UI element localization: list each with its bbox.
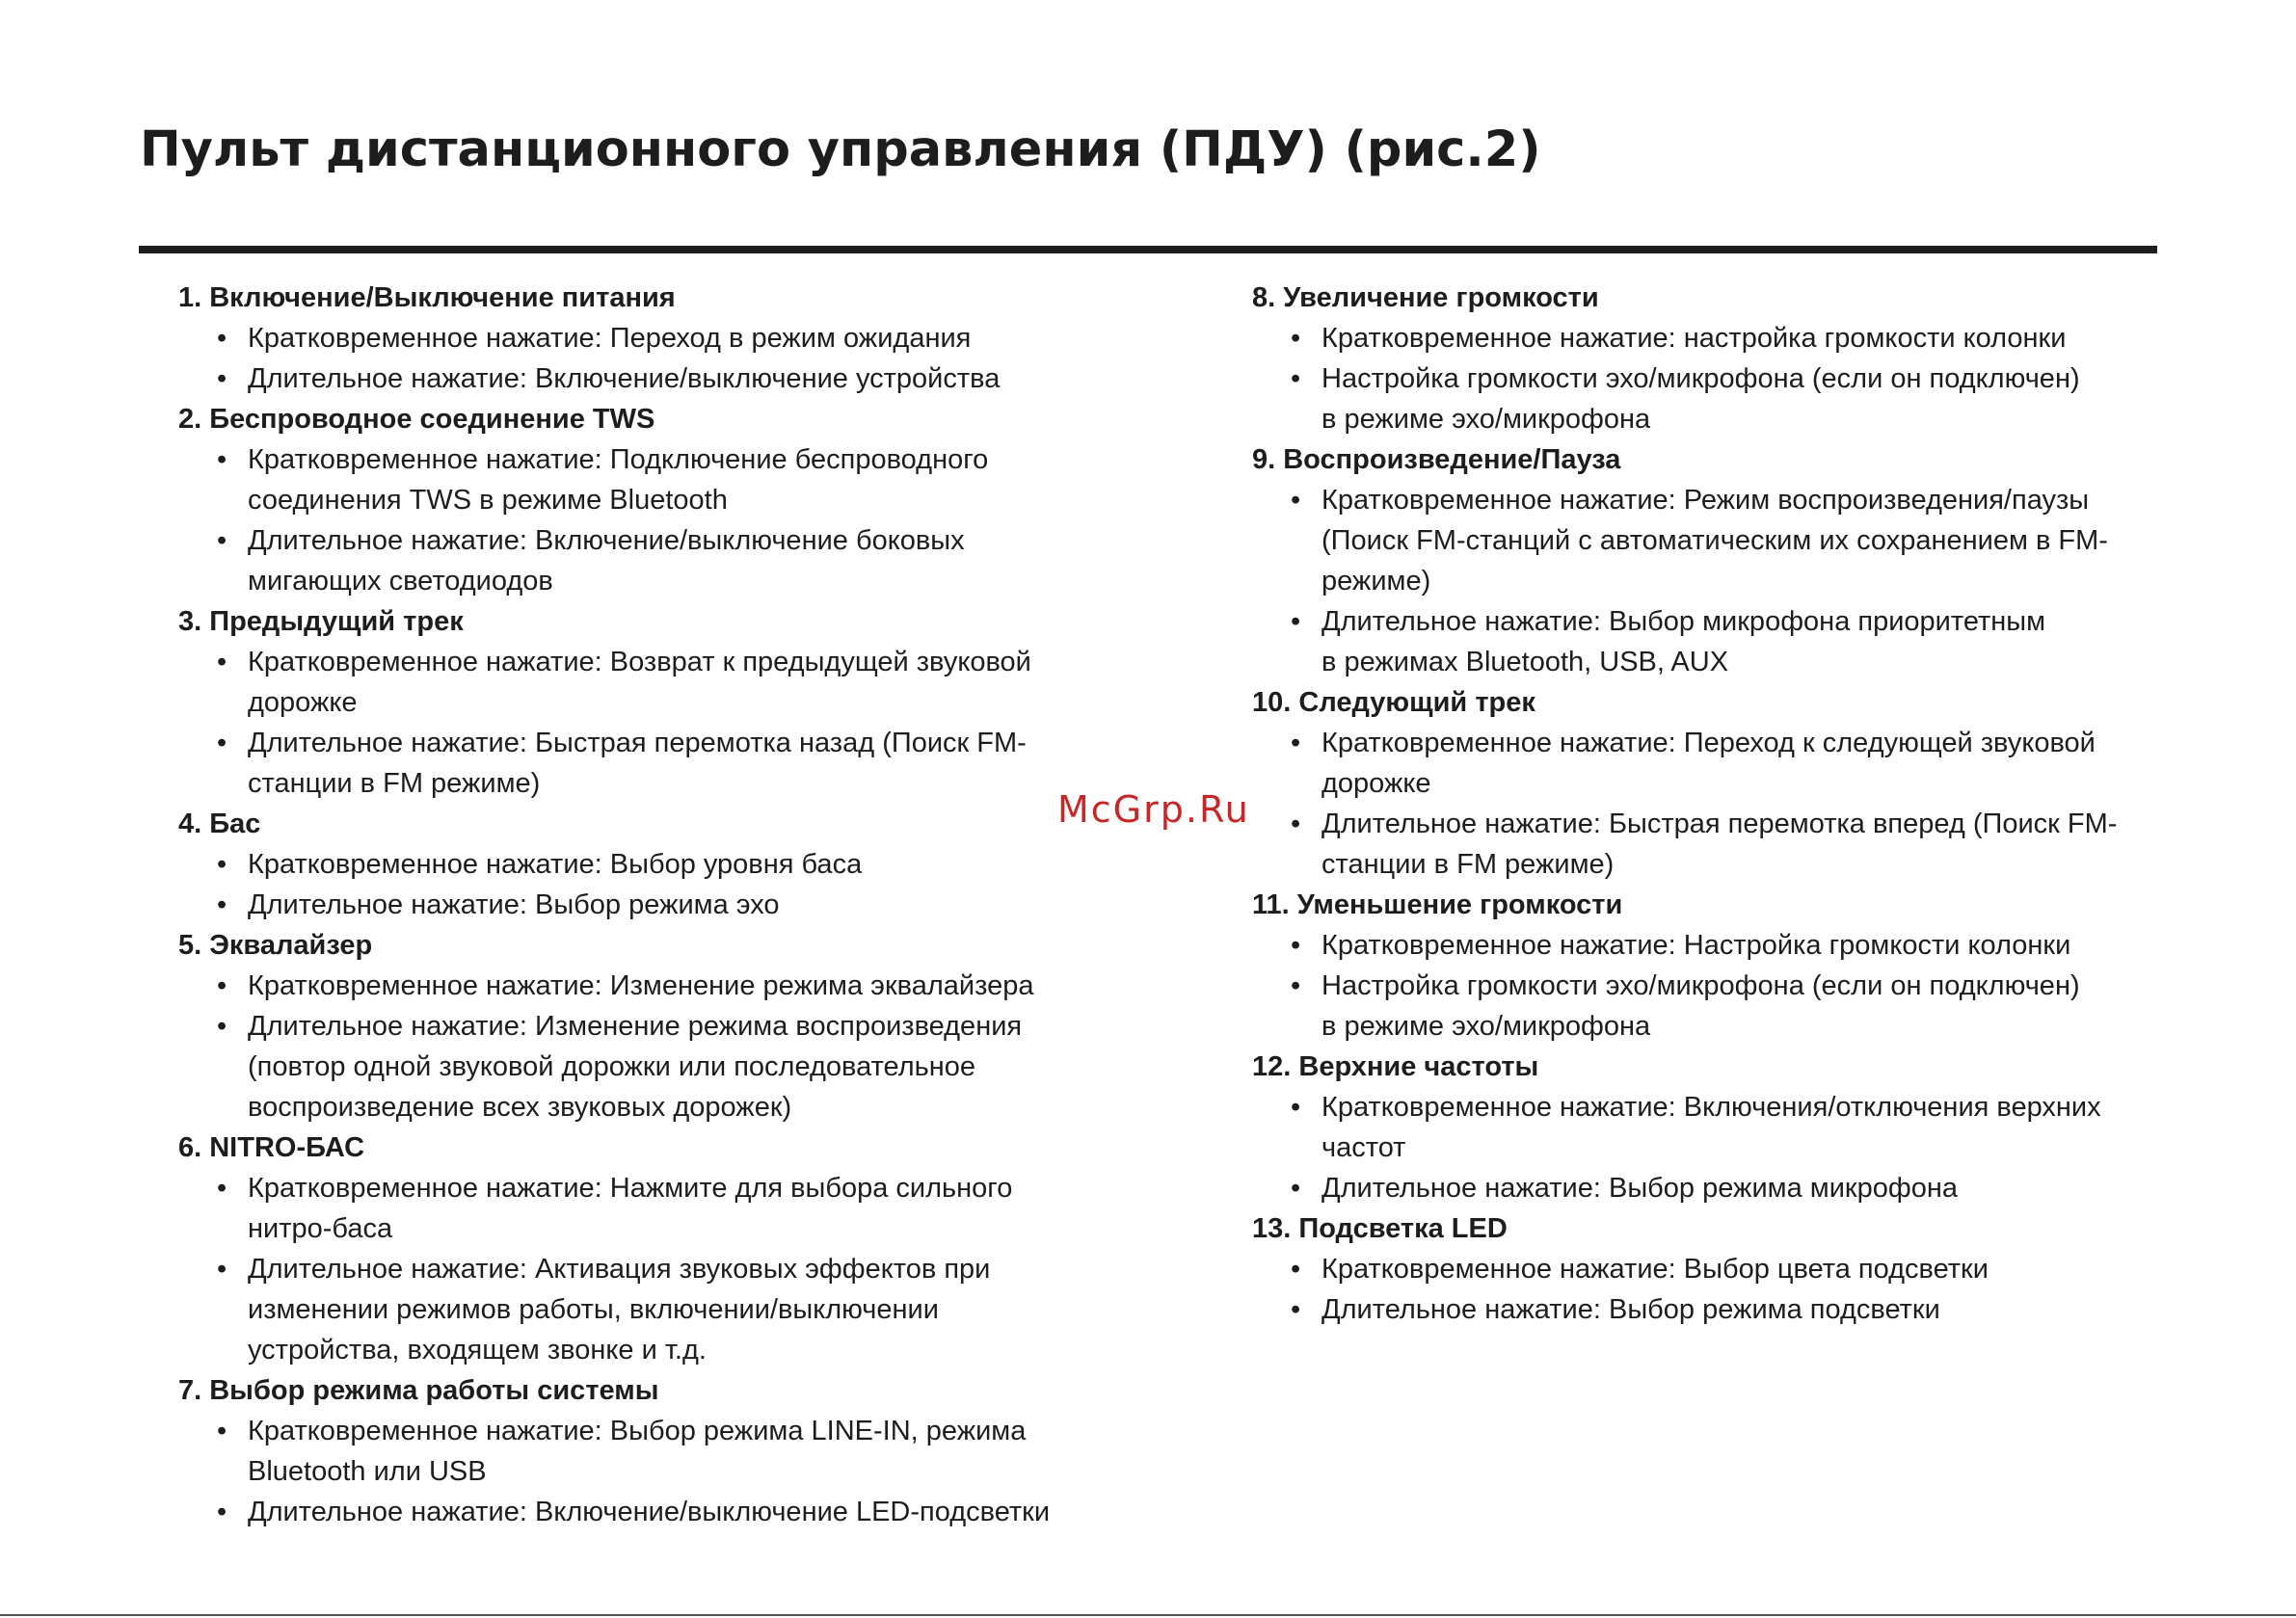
list-item-text: (повтор одной звуковой дорожки или последовательное [248,1051,976,1082]
list-item [178,318,1075,358]
list-item [1252,966,2158,1047]
bullet-icon: • [217,525,227,556]
bullet-icon: • [217,1173,227,1204]
bullet-icon: • [217,1254,227,1285]
bullet-icon: • [1291,728,1301,758]
bullet-icon: • [1291,323,1301,354]
bullet-icon: • [217,1416,227,1446]
right-column [1252,278,2158,1330]
bottom-divider [0,1614,2296,1616]
section [178,399,1075,601]
list-item [178,1492,1075,1532]
list-item [178,966,1075,1006]
bullet-icon: • [217,728,227,758]
section-heading: 7. Выбор режима работы системы [178,1375,659,1406]
list-item-text: Кратковременное нажатие: Выбор цвета подсветки [1322,1254,1989,1285]
bullet-icon: • [1291,809,1301,839]
list-item [178,1249,1075,1370]
list-item [178,1006,1075,1127]
list-item [1252,1249,2158,1289]
list-item [1252,601,2158,682]
list-item [1252,925,2158,966]
list-item [178,844,1075,885]
section-heading: 2. Беспроводное соединение TWS [178,404,655,435]
list-item [178,1168,1075,1249]
watermark: McGrp.Ru [1057,788,1250,831]
list-item-text: Кратковременное нажатие: Включения/отключения верхних [1322,1092,2101,1123]
list-item-text: (Поиск FM-станций с автоматическим их сохранением в FM- [1322,525,2108,556]
list-item-text: станции в FM режиме) [248,768,541,799]
list-item-text: станции в FM режиме) [1322,849,1615,880]
list-item-text: соединения TWS в режиме Bluetooth [248,485,728,516]
section-heading: 3. Предыдущий трек [178,606,464,637]
list-item-text: Кратковременное нажатие: Нажмите для выбора сильного [248,1173,1013,1204]
list-item [1252,1289,2158,1330]
section [1252,682,2158,885]
list-item-text: частот [1322,1132,1406,1163]
section [1252,885,2158,1047]
list-item-text: нитро-баса [248,1213,393,1244]
bullet-icon: • [217,1011,227,1042]
section [178,601,1075,804]
bullet-icon: • [1291,930,1301,961]
list-item [178,439,1075,520]
list-item-text: Длительное нажатие: Выбор микрофона приоритетным [1322,606,2046,637]
list-item [1252,723,2158,804]
list-item [178,885,1075,925]
section [1252,1047,2158,1208]
list-item-text: Длительное нажатие: Быстрая перемотка вперед (Поиск FM- [1322,809,2118,839]
bullet-icon: • [217,647,227,677]
bullet-icon: • [217,970,227,1001]
bullet-icon: • [1291,1092,1301,1123]
bullet-icon: • [1291,485,1301,516]
list-item-text: Длительное нажатие: Выбор режима подсветки [1322,1294,1940,1325]
list-item [1252,358,2158,439]
list-item-text: мигающих светодиодов [248,566,553,597]
list-item-text: Кратковременное нажатие: Переход к следующей звуковой [1322,728,2096,758]
section-heading: 4. Бас [178,809,261,839]
section [1252,1208,2158,1330]
list-item-text: Настройка громкости эхо/микрофона (если он подключен) [1322,363,2080,394]
section-heading: 1. Включение/Выключение питания [178,282,676,313]
section [178,925,1075,1127]
list-item [1252,318,2158,358]
bullet-icon: • [1291,1254,1301,1285]
bullet-icon: • [1291,606,1301,637]
list-item-text: Настройка громкости эхо/микрофона (если он подключен) [1322,970,2080,1001]
list-item [178,358,1075,399]
list-item-text: дорожке [1322,768,1431,799]
list-item-text: в режиме эхо/микрофона [1322,404,1651,435]
bullet-icon: • [217,363,227,394]
list-item-text: Bluetooth или USB [248,1456,487,1487]
section [178,278,1075,399]
section [178,1370,1075,1532]
section-heading: 6. NITRO-БАС [178,1132,365,1163]
list-item-text: Кратковременное нажатие: настройка громкости колонки [1322,323,2067,354]
list-item-text: дорожке [248,687,358,718]
bullet-icon: • [217,323,227,354]
list-item [1252,1168,2158,1208]
list-item-text: Длительное нажатие: Изменение режима воспроизведения [248,1011,1023,1042]
section-heading: 8. Увеличение громкости [1252,282,1599,313]
list-item [178,1411,1075,1492]
list-item-text: Кратковременное нажатие: Изменение режима эквалайзера [248,970,1034,1001]
bullet-icon: • [1291,363,1301,394]
list-item-text: Кратковременное нажатие: Переход в режим ожидания [248,323,972,354]
list-item [178,642,1075,723]
list-item-text: Кратковременное нажатие: Выбор уровня баса [248,849,863,880]
section [178,1127,1075,1370]
bullet-icon: • [217,1497,227,1527]
bullet-icon: • [217,889,227,920]
list-item [178,520,1075,601]
list-item-text: изменении режимов работы, включении/выключении [248,1294,939,1325]
section [178,804,1075,925]
bullet-icon: • [217,849,227,880]
list-item [178,723,1075,804]
section-heading: 5. Эквалайзер [178,930,373,961]
section [1252,278,2158,439]
list-item-text: воспроизведение всех звуковых дорожек) [248,1092,792,1123]
left-column [178,278,1075,1532]
bullet-icon: • [1291,1173,1301,1204]
bullet-icon: • [217,444,227,475]
list-item [1252,480,2158,601]
list-item-text: Кратковременное нажатие: Настройка громкости колонки [1322,930,2071,961]
list-item-text: в режиме эхо/микрофона [1322,1011,1651,1042]
list-item-text: Длительное нажатие: Включение/выключение боковых [248,525,965,556]
list-item [1252,804,2158,885]
list-item-text: Длительное нажатие: Выбор режима микрофона [1322,1173,1958,1204]
section [1252,439,2158,682]
list-item-text: Длительное нажатие: Включение/выключение устройства [248,363,1001,394]
page-title: Пульт дистанционного управления (ПДУ) (рис.2) [140,121,1541,178]
list-item-text: Длительное нажатие: Выбор режима эхо [248,889,780,920]
list-item-text: Длительное нажатие: Активация звуковых эффектов при [248,1254,991,1285]
list-item-text: устройства, входящем звонке и т.д. [248,1335,707,1366]
list-item-text: режиме) [1322,566,1431,597]
list-item-text: Длительное нажатие: Включение/выключение LED-подсветки [248,1497,1051,1527]
section-heading: 9. Воспроизведение/Пауза [1252,444,1621,475]
bullet-icon: • [1291,970,1301,1001]
list-item [1252,1087,2158,1168]
list-item-text: Длительное нажатие: Быстрая перемотка назад (Поиск FM- [248,728,1027,758]
bullet-icon: • [1291,1294,1301,1325]
list-item-text: Кратковременное нажатие: Выбор режима LINE-IN, режима [248,1416,1027,1446]
list-item-text: Кратковременное нажатие: Подключение беспроводного [248,444,989,475]
list-item-text: Кратковременное нажатие: Режим воспроизведения/паузы [1322,485,2090,516]
section-heading: 11. Уменьшение громкости [1252,889,1623,920]
section-heading: 13. Подсветка LED [1252,1213,1508,1244]
list-item-text: в режимах Bluetooth, USB, AUX [1322,647,1729,677]
section-heading: 12. Верхние частоты [1252,1051,1539,1082]
list-item-text: Кратковременное нажатие: Возврат к предыдущей звуковой [248,647,1031,677]
section-heading: 10. Следующий трек [1252,687,1535,718]
title-divider [139,246,2157,253]
